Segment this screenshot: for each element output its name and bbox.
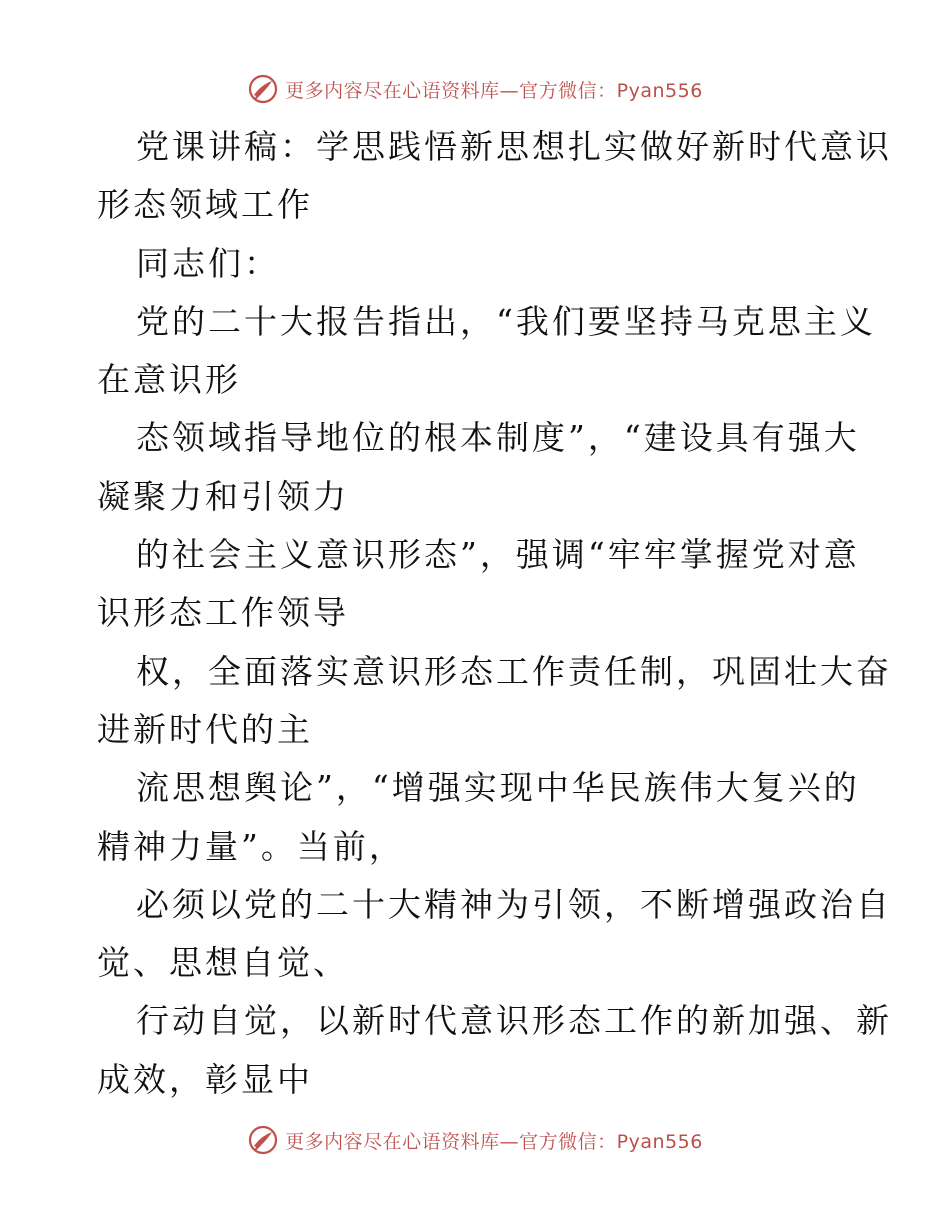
body-line: 权，全面落实意识形态工作责任制，巩固壮大奋 xyxy=(136,651,892,691)
header-banner-id: Pyan556 xyxy=(616,79,703,102)
footer-banner xyxy=(0,1123,950,1157)
body-line: 党的二十大报告指出，“我们要坚持马克思主义 xyxy=(136,301,876,341)
footer-banner-label: 更多内容尽在心语资料库—官方微信： xyxy=(285,1130,617,1153)
body-line: 的社会主义意识形态”，强调“牢牢掌握党对意 xyxy=(136,535,860,575)
header-banner xyxy=(0,72,950,106)
body-line: 识形态工作领导 xyxy=(97,593,349,633)
body-line: 凝聚力和引领力 xyxy=(97,476,349,516)
body-line: 在意识形 xyxy=(97,360,241,400)
pen-logo-icon xyxy=(247,1124,279,1156)
body-line: 行动自觉，以新时代意识形态工作的新加强、新 xyxy=(136,1001,892,1041)
pen-logo-icon xyxy=(247,73,279,105)
body-line: 觉、思想自觉、 xyxy=(97,943,349,983)
header-banner-text xyxy=(285,76,703,103)
header-banner-label: 更多内容尽在心语资料库—官方微信： xyxy=(285,79,617,102)
body-line: 同志们： xyxy=(136,243,280,283)
body-line: 流思想舆论”，“增强实现中华民族伟大复兴的 xyxy=(136,768,860,808)
body-line: 进新时代的主 xyxy=(97,709,313,749)
body-line: 形态领域工作 xyxy=(97,185,313,225)
body-line: 成效，彰显中 xyxy=(97,1059,313,1099)
body-line: 必须以党的二十大精神为引领，不断增强政治自 xyxy=(136,884,892,924)
body-line: 精神力量”。当前， xyxy=(97,826,405,866)
body-line: 态领域指导地位的根本制度”，“建设具有强大 xyxy=(136,418,860,458)
footer-banner-id: Pyan556 xyxy=(616,1130,703,1153)
footer-banner-text xyxy=(285,1127,703,1154)
document-body xyxy=(97,118,892,1109)
body-line: 党课讲稿：学思践悟新思想扎实做好新时代意识 xyxy=(136,127,892,166)
